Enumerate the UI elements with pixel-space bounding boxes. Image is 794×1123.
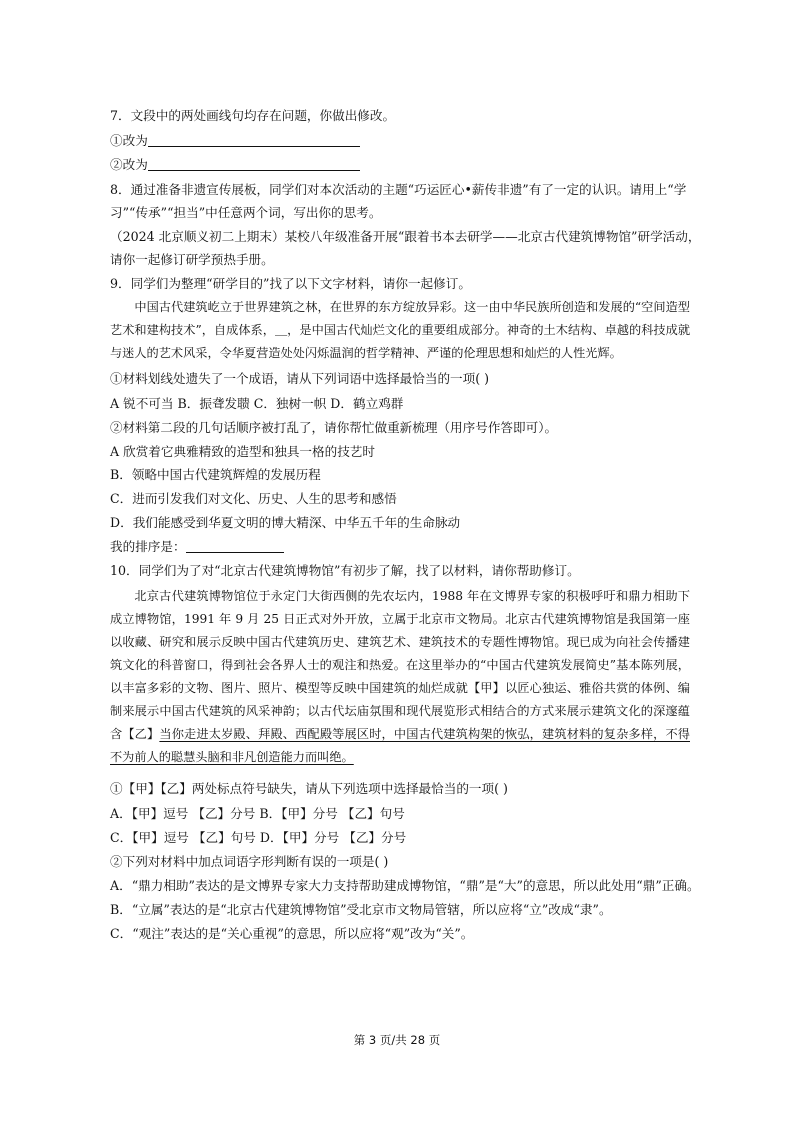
q10-option-a: A．“鼎力相助”表达的是文博界专家大力支持帮助建成博物馆，“鼎”是“大”的意思，所以此处用“鼎”正确。 xyxy=(110,878,700,893)
q7-answer-blank-1[interactable] xyxy=(148,132,360,147)
q8-line-2: 习”“传承”“担当”中任意两个词，写出你的思考。 xyxy=(110,205,382,220)
q7-item-2-label: ②改为 xyxy=(110,157,148,172)
q7-prompt: 7．文段中的两处画线句均存在问题，你做出修改。 xyxy=(110,108,396,123)
q9-sub2: ②材料第二段的几句话顺序被打乱了，请你帮忙做重新梳理（用序号作答即可）。 xyxy=(110,420,558,435)
q10-passage xyxy=(110,585,690,775)
q9-sub1: ①材料划线处遗失了一个成语，请从下列词语中选择最恰当的一项( ) xyxy=(110,371,490,386)
q10-prompt: 10．同学们为了对“北京古代建筑博物馆”有初步了解，找了以材料，请你帮助修订。 xyxy=(110,563,580,578)
q9-option-a: A 欣赏着它典雅精致的造型和独具一格的技艺时 xyxy=(110,444,375,459)
q10-option-b: B．“立属”表达的是“北京古代建筑博物馆”受北京市文物局管辖，所以应将“立”改成“隶”。 xyxy=(110,902,612,917)
q7-item-1-label: ①改为 xyxy=(110,133,148,148)
q7-item-1 xyxy=(110,132,690,150)
q9-option-c: C．进而引发我们对文化、历史、人生的思考和感悟 xyxy=(110,491,397,506)
q10-passage-main: 北京古代建筑博物馆位于永定门大街西侧的先农坛内，1988 年在文博界专家的积极呼吁和鼎力相助下成立博物馆，1991 年 9 月 25 日正式对外开放，立属于北京市文物局。北京古代建筑博物馆是我国第一座以收藏、研究和展示反映中国古代建筑历史、建筑艺术、建筑技术的专题性博物馆。现已成为向社会传播建筑文化的科普窗口，得到社会各界人士的观注和热爱。在这里举办的“中国古代建筑发展简史”基本陈列展，以丰富多彩的文物、图片、照片、模型等反映中国建筑的灿烂成就【甲】以匠心独运、雅俗共赏的体例、编制来展示中国古代建筑的风采神韵；以古代坛庙氛围和现代展览形式相结合的方式来展示建筑文化的深邃蕴含【乙】 xyxy=(110,589,690,741)
q9-order xyxy=(110,538,690,556)
q10-option-c: C．“观注”表达的是“关心重视”的意思，所以应将“观”改为“关”。 xyxy=(110,926,474,941)
q9-option-d: D．我们能感受到华夏文明的博大精深、中华五千年的生命脉动 xyxy=(110,515,461,530)
q8-line-1: 8．通过准备非遗宣传展板，同学们对本次活动的主题“巧运匠心•薪传非遗”有了一定的认识。请用上“学 xyxy=(110,182,687,197)
intro-line-1: （2024 北京顺义初二上期末）某校八年级准备开展“跟着书本去研学——北京古代建筑博物馆”研学活动， xyxy=(110,229,701,244)
q9-sub1-options: A 锐不可当 B．振聋发聩 C．独树一帜 D．鹤立鸡群 xyxy=(110,396,404,411)
q9-passage-part-b: ，是中国古代灿烂文化的重要组成部分。神奇的土木结构、卓越的科技成就与迷人的艺术风采，令华夏营造处处闪烁温润的哲学精神、严谨的伦理思想和灿烂的人性光辉。 xyxy=(110,323,691,360)
q9-order-blank[interactable] xyxy=(186,538,284,553)
q7-item-2 xyxy=(110,156,690,174)
q9-option-b: B．领略中国古代建筑辉煌的发展历程 xyxy=(110,467,321,482)
q10-sub1-options-cd: C．【甲】逗号 【乙】句号 D．【甲】分号 【乙】分号 xyxy=(110,830,407,845)
q9-order-label: 我的排序是： xyxy=(110,539,186,554)
q9-passage-part-a: 中国古代建筑屹立于世界建筑之林，在世界的东方绽放异彩。这一由中华民族所创造和发展的“空间造型艺术和建构技术”，自成体系， xyxy=(110,300,690,337)
q10-sub2: ②下列对材料中加点词语字形判断有误的一项是( ) xyxy=(110,854,389,869)
q10-sub1: ①【甲】【乙】两处标点符号缺失，请从下列选项中选择最恰当的一项( ) xyxy=(110,781,508,796)
q9-prompt: 9．同学们为整理“研学目的”找了以下文字材料，请你一起修订。 xyxy=(110,276,471,291)
q7-answer-blank-2[interactable] xyxy=(148,156,360,171)
page-footer: 第 3 页/共 28 页 xyxy=(353,1033,441,1047)
q9-passage xyxy=(110,296,690,366)
intro-line-2: 请你一起修订研学预热手册。 xyxy=(110,252,274,267)
q10-passage-underlined: 当你走进太岁殿、拜殿、西配殿等展区时，中国古代建筑构架的恢弘，建筑材料的复杂多样，不得不为前人的聪慧头脑和非凡创造能力而叫绝。 xyxy=(110,727,690,764)
q9-passage-blank: ＿ xyxy=(274,323,288,337)
q10-sub1-options-ab: A．【甲】逗号 【乙】分号 B．【甲】分号 【乙】句号 xyxy=(110,806,405,821)
